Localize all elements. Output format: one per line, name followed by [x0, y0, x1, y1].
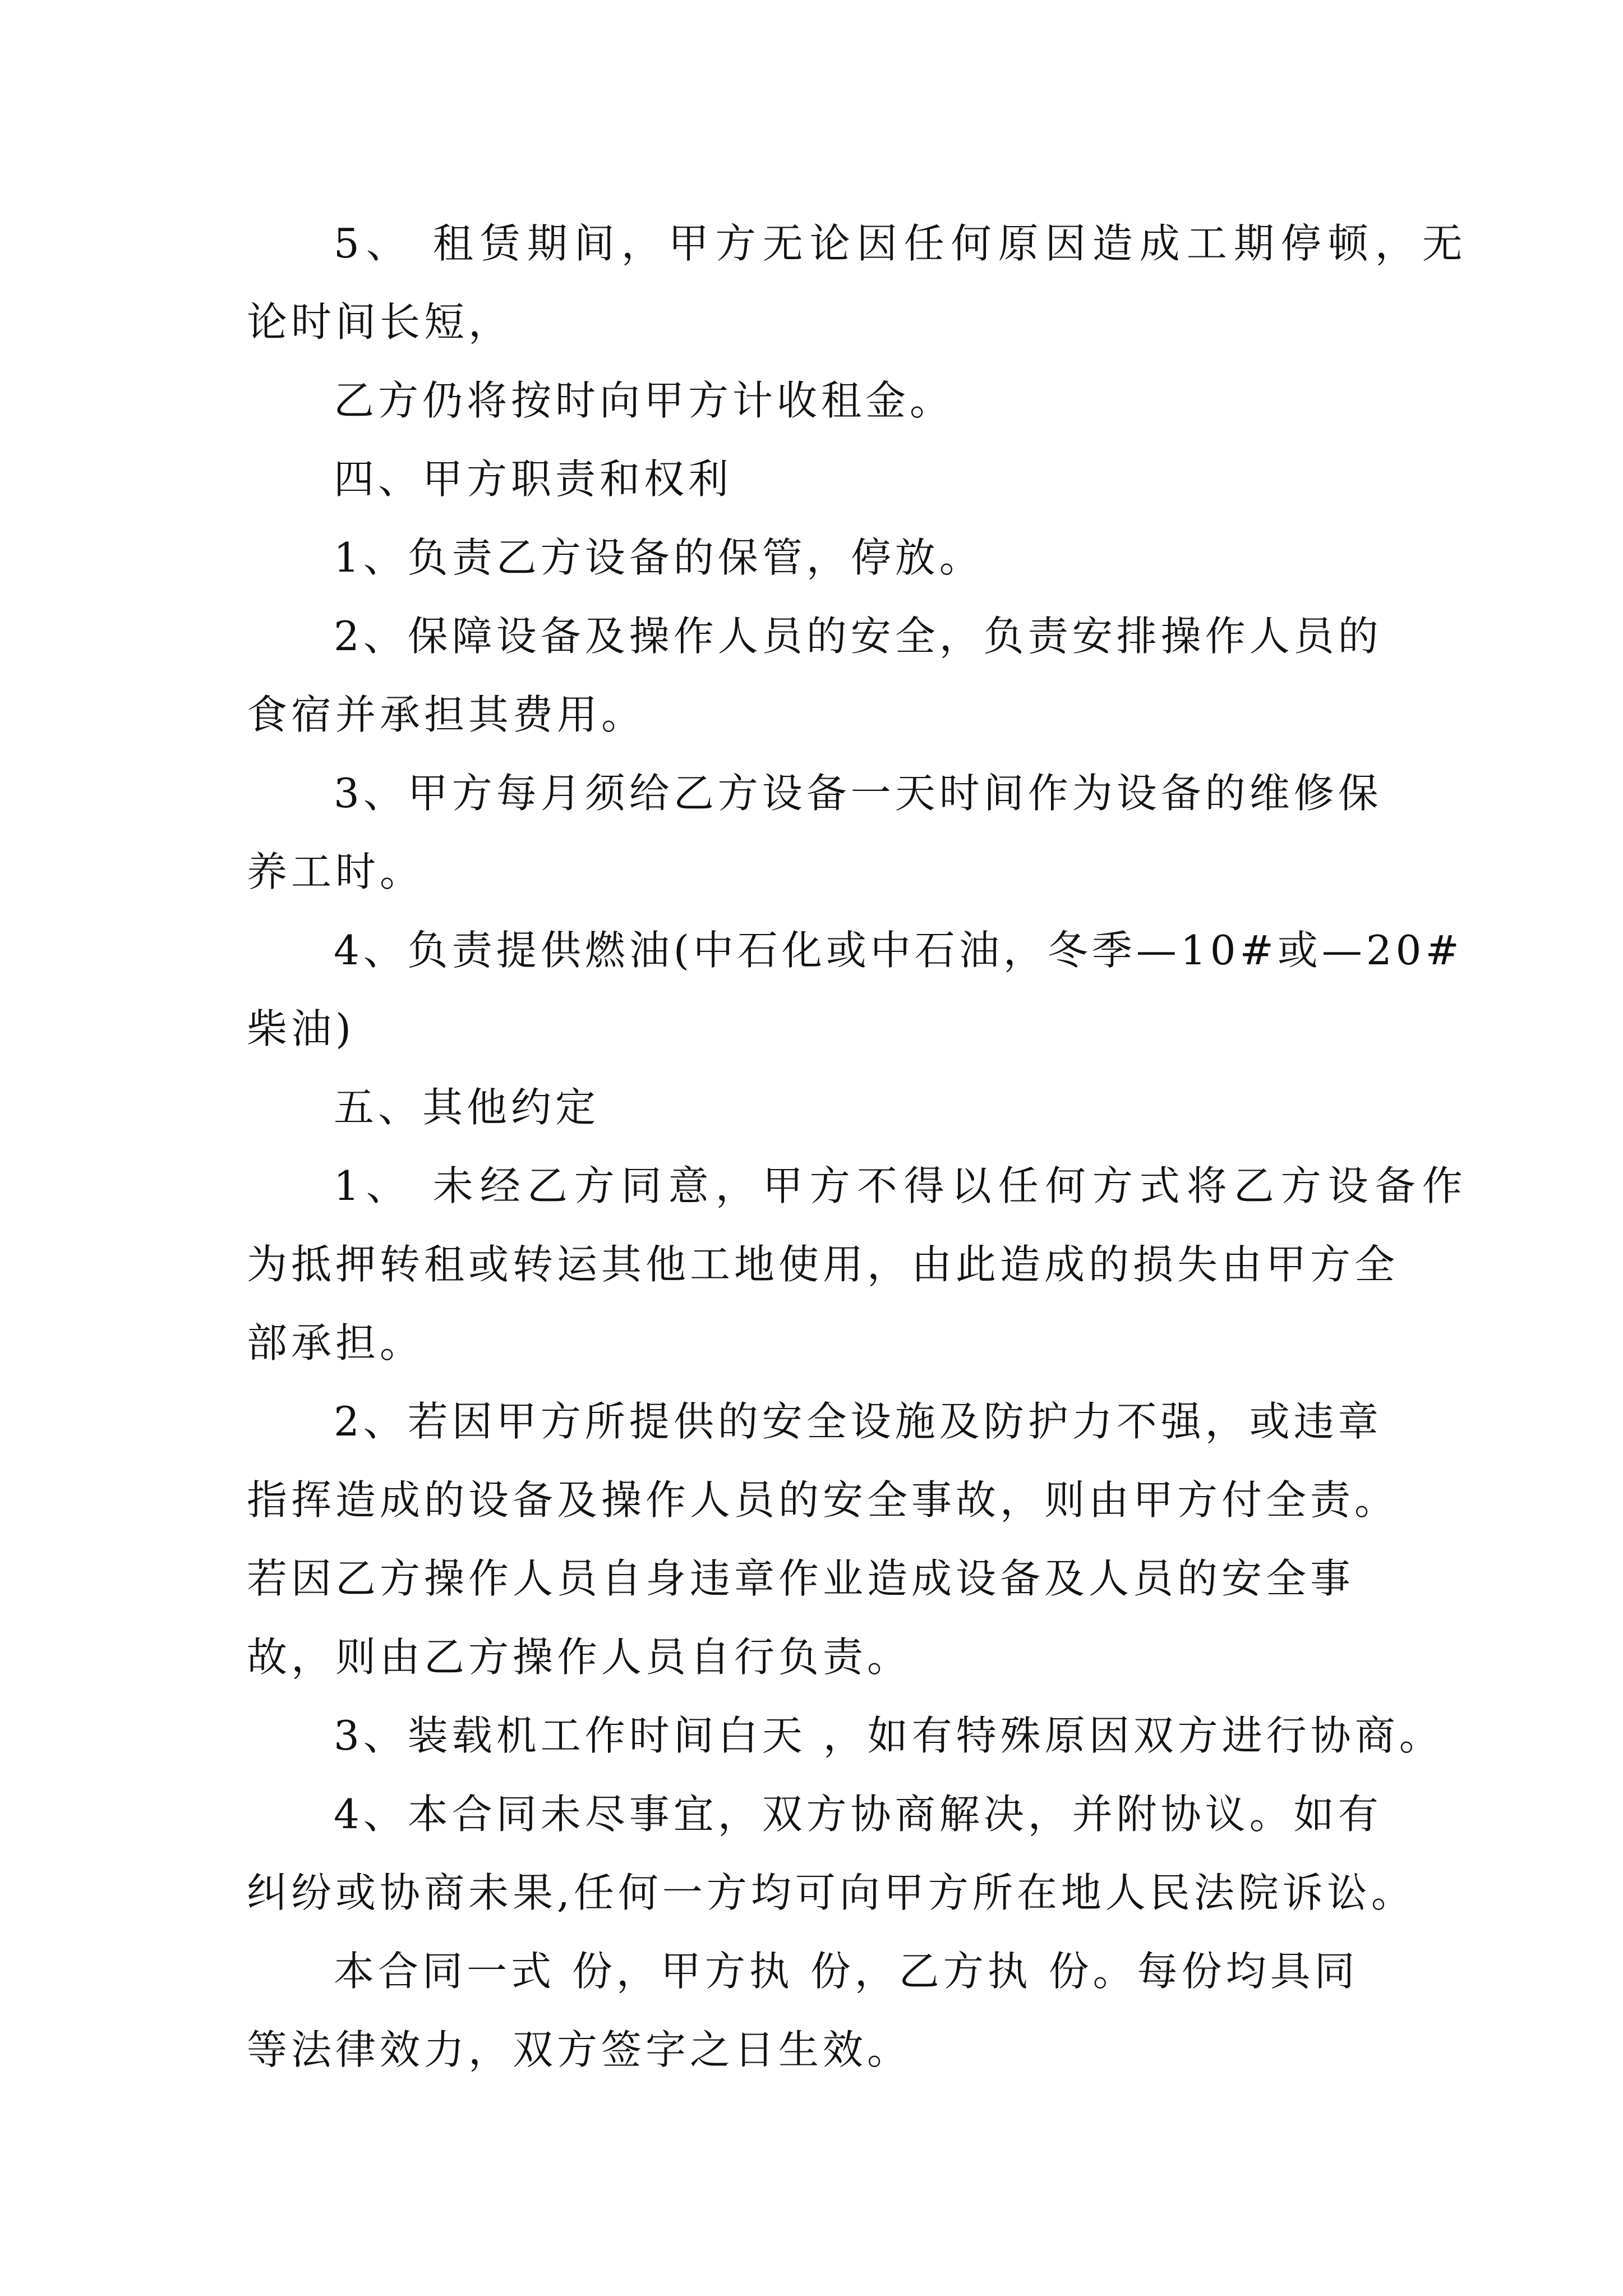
- clause-5-3: 3、装载机工作时间白天 ，如有特殊原因双方进行协商。: [334, 1712, 1444, 1759]
- clause-5-4-line-1: 4、本合同未尽事宜，双方协商解决，并附协议。如有: [334, 1791, 1382, 1838]
- clause-4-2-line-1: 2、保障设备及操作人员的安全，负责安排操作人员的: [334, 613, 1382, 660]
- clause-5-1-line-2: 为抵押转租或转运其他工地使用，由此造成的损失由甲方全: [247, 1241, 1399, 1288]
- clause-3-5-line-1: 5、 租赁期间，甲方无论因任何原因造成工期停顿，无: [334, 220, 1469, 267]
- clause-4-3-line-1: 3、甲方每月须给乙方设备一天时间作为设备的维修保: [334, 770, 1382, 817]
- section-4-heading: 四、甲方职责和权利: [334, 455, 733, 503]
- clause-3-5-continuation: 乙方仍将按时向甲方计收租金。: [334, 377, 955, 424]
- clause-5-2-line-4: 故，则由乙方操作人员自行负责。: [247, 1634, 912, 1681]
- clause-5-1-line-1: 1、 未经乙方同意，甲方不得以任何方式将乙方设备作: [334, 1162, 1469, 1209]
- clause-5-2-line-2: 指挥造成的设备及操作人员的安全事故，则由甲方付全责。: [247, 1476, 1399, 1524]
- copies-clause-line-2: 等法律效力，双方签字之日生效。: [247, 2026, 912, 2073]
- section-5-heading: 五、其他约定: [334, 1084, 600, 1131]
- clause-3-5-line-2: 论时间长短，: [247, 298, 513, 346]
- clause-5-4-line-2: 纠纷或协商未果,任何一方均可向甲方所在地人民法院诉讼。: [247, 1869, 1415, 1916]
- copies-clause-line-1: 本合同一式 份，甲方执 份，乙方执 份。每份均具同: [334, 1948, 1359, 1995]
- clause-5-2-line-1: 2、若因甲方所提供的安全设施及防护力不强，或违章: [334, 1398, 1382, 1445]
- clause-4-4-line-2: 柴油): [247, 1005, 356, 1052]
- clause-4-3-line-2: 养工时。: [247, 848, 425, 895]
- clause-4-4-line-1: 4、负责提供燃油(中石化或中石油，冬季—10#或—20#: [334, 927, 1463, 974]
- clause-4-1: 1、负责乙方设备的保管，停放。: [334, 534, 984, 581]
- clause-5-1-line-3: 部承担。: [247, 1319, 425, 1366]
- clause-4-2-line-2: 食宿并承担其费用。: [247, 691, 646, 738]
- clause-5-2-line-3: 若因乙方操作人员自身违章作业造成设备及人员的安全事: [247, 1555, 1355, 1602]
